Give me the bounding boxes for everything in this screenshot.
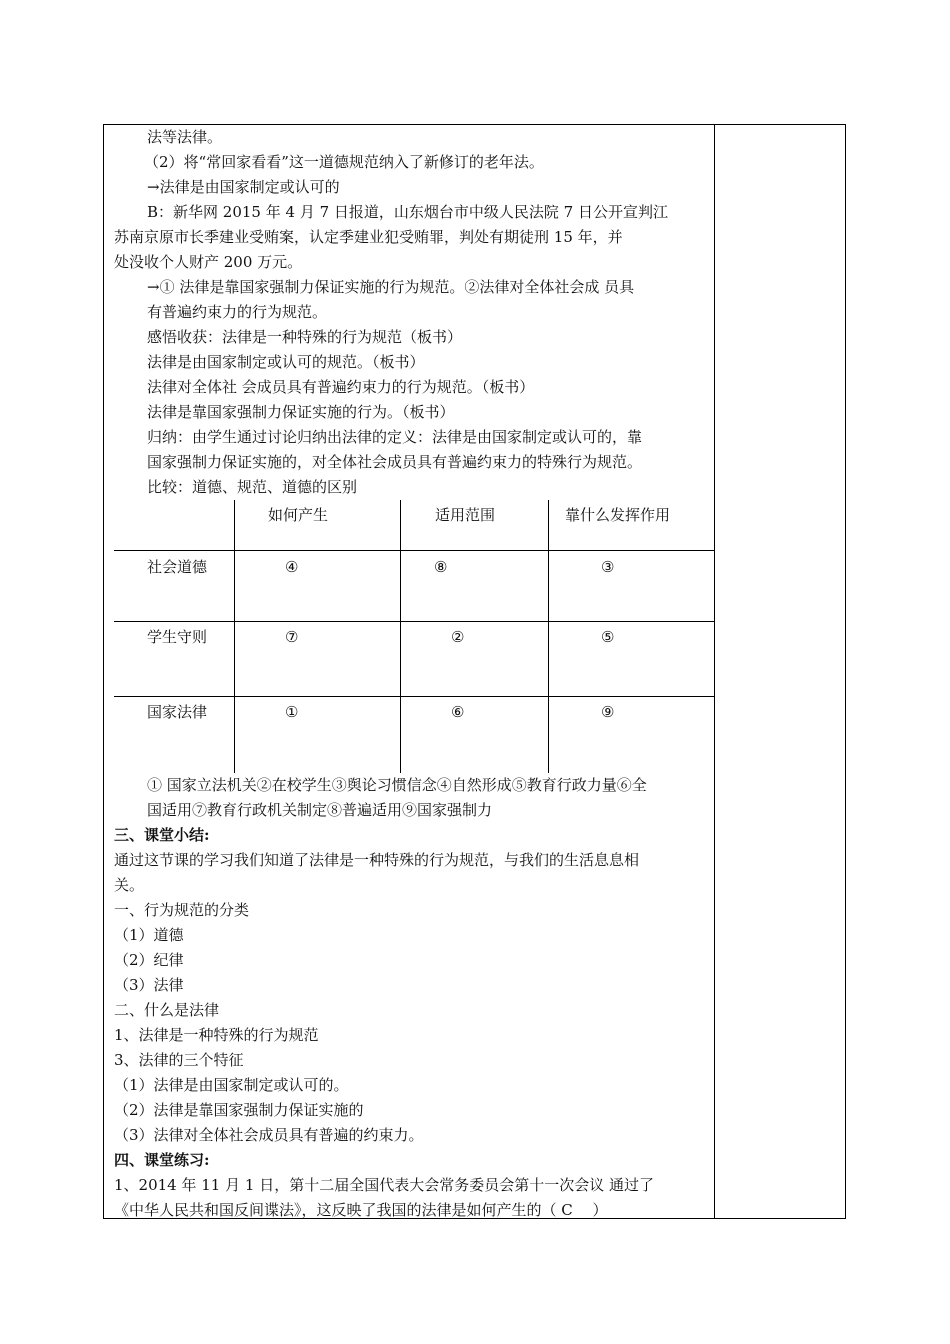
text-line: （3）法律对全体社会成员具有普遍的约束力。 xyxy=(114,1126,424,1144)
text-line: 3、法律的三个特征 xyxy=(114,1051,244,1069)
text-line: （1）法律是由国家制定或认可的。 xyxy=(114,1076,349,1094)
table-cell: ⑦ xyxy=(285,628,299,646)
text-line: 感悟收获：法律是一种特殊的行为规范（板书） xyxy=(147,328,463,346)
table-rule xyxy=(548,500,549,773)
text-line: 苏南京原市长季建业受贿案，认定季建业犯受贿罪，判处有期徒刑 15 年，并 xyxy=(114,228,623,246)
text-line: 二、什么是法律 xyxy=(114,1001,220,1019)
table-rule xyxy=(234,500,235,773)
text-line: 比较：道德、规范、道德的区别 xyxy=(147,478,358,496)
text-line: 法等法律。 xyxy=(147,128,223,146)
table-cell: ④ xyxy=(285,558,299,576)
text-line: 法律是靠国家强制力保证实施的行为。（板书） xyxy=(147,403,455,421)
text-line: （2）纪律 xyxy=(114,951,184,969)
table-rule xyxy=(114,550,714,551)
row-label: 学生守则 xyxy=(147,628,208,646)
table-rule xyxy=(114,696,714,697)
question-line: 《中华人民共和国反间谍法》，这反映了我国的法律是如何产生的（ C ） xyxy=(114,1201,608,1219)
text-line: →① 法律是靠国家强制力保证实施的行为规范。②法律对全体社会成 员具 xyxy=(147,278,635,296)
text-line: （2）将“常回家看看”这一道德规范纳入了新修订的老年法。 xyxy=(144,153,544,171)
text-line: 归纳：由学生通过讨论归纳出法律的定义：法律是由国家制定或认可的，靠 xyxy=(147,428,643,446)
table-rule xyxy=(400,500,401,773)
text-line: 法律对全体社 会成员具有普遍约束力的行为规范。（板书） xyxy=(147,378,535,396)
lesson-table-frame xyxy=(103,124,846,1219)
text-line: 关。 xyxy=(114,876,145,894)
text-line: 处没收个人财产 200 万元。 xyxy=(114,253,303,271)
table-rule xyxy=(714,500,715,773)
comparison-table xyxy=(114,500,714,773)
text-line: →法律是由国家制定或认可的 xyxy=(147,178,340,196)
text-line: B：新华网 2015 年 4 月 7 日报道，山东烟台市中级人民法院 7 日公开宣判江 xyxy=(147,203,668,221)
lesson-content xyxy=(114,125,712,1223)
column-header: 适用范围 xyxy=(435,506,496,524)
section-heading: 四、课堂练习: xyxy=(114,1151,210,1169)
table-cell: ⑥ xyxy=(451,703,465,721)
text-line: 有普遍约束力的行为规范。 xyxy=(147,303,328,321)
options-line: 国适用⑦教育行政机关制定⑧普遍适用⑨国家强制力 xyxy=(147,801,493,819)
table-cell: ⑨ xyxy=(601,703,615,721)
text-line: （3）法律 xyxy=(114,976,184,994)
text-line: 通过这节课的学习我们知道了法律是一种特殊的行为规范，与我们的生活息息相 xyxy=(114,851,640,869)
table-cell: ⑤ xyxy=(601,628,615,646)
table-cell: ① xyxy=(285,703,299,721)
text-line: 一、行为规范的分类 xyxy=(114,901,250,919)
text-line: 1、法律是一种特殊的行为规范 xyxy=(114,1026,319,1044)
table-cell: ③ xyxy=(601,558,615,576)
table-cell: ② xyxy=(451,628,465,646)
text-line: 法律是由国家制定或认可的规范。（板书） xyxy=(147,353,425,371)
row-label: 社会道德 xyxy=(147,558,208,576)
section-heading: 三、课堂小结: xyxy=(114,826,210,844)
options-line: ① 国家立法机关②在校学生③舆论习惯信念④自然形成⑤教育行政力量⑥全 xyxy=(147,776,647,794)
column-header: 如何产生 xyxy=(268,506,329,524)
column-header: 靠什么发挥作用 xyxy=(565,506,671,524)
table-cell: ⑧ xyxy=(434,558,448,576)
text-line: 国家强制力保证实施的，对全体社会成员具有普遍约束力的特殊行为规范。 xyxy=(147,453,643,471)
question-line: 1、2014 年 11 月 1 日，第十二届全国代表大会常务委员会第十一次会议 通过了 xyxy=(114,1176,654,1194)
text-line: （1）道德 xyxy=(114,926,184,944)
text-line: （2）法律是靠国家强制力保证实施的 xyxy=(114,1101,364,1119)
row-label: 国家法律 xyxy=(147,703,208,721)
table-rule xyxy=(114,621,714,622)
